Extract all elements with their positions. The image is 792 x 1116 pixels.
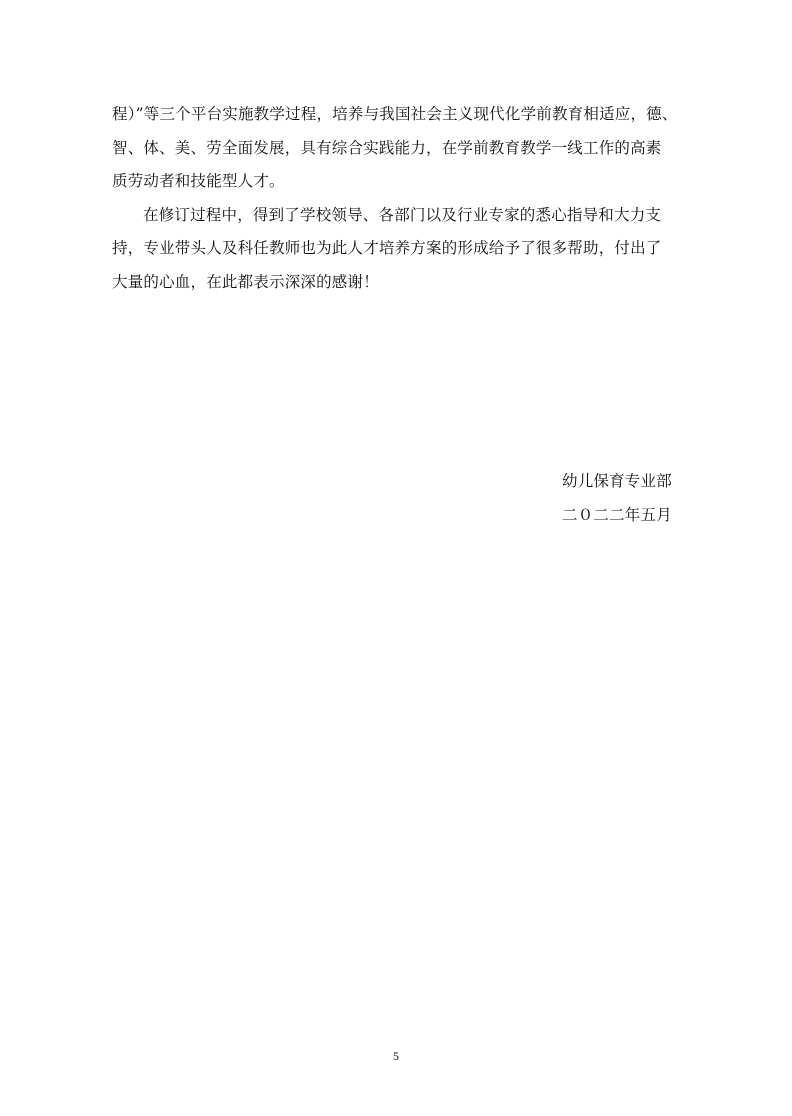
paragraph-line-4: 在修订过程中，得到了学校领导、各部门以及行业专家的悉心指导和大力支 xyxy=(143,206,662,224)
signature-department: 幼儿保育专业部 xyxy=(562,472,672,490)
paragraph-line-1: 程）”等三个平台实施教学过程，培养与我国社会主义现代化学前教育相适应，德、 xyxy=(112,105,678,123)
paragraph-line-2: 智、体、美、劳全面发展，具有综合实践能力，在学前教育教学一线工作的高素 xyxy=(112,139,662,157)
paragraph-line-5: 持，专业带头人及科任教师也为此人才培养方案的形成给予了很多帮助，付出了 xyxy=(112,239,662,257)
paragraph-line-3: 质劳动者和技能型人才。 xyxy=(112,172,285,190)
signature-date: 二０二二年五月 xyxy=(562,506,672,524)
paragraph-line-6: 大量的心血，在此都表示深深的感谢！ xyxy=(112,273,379,291)
page-number: 5 xyxy=(393,1049,399,1063)
